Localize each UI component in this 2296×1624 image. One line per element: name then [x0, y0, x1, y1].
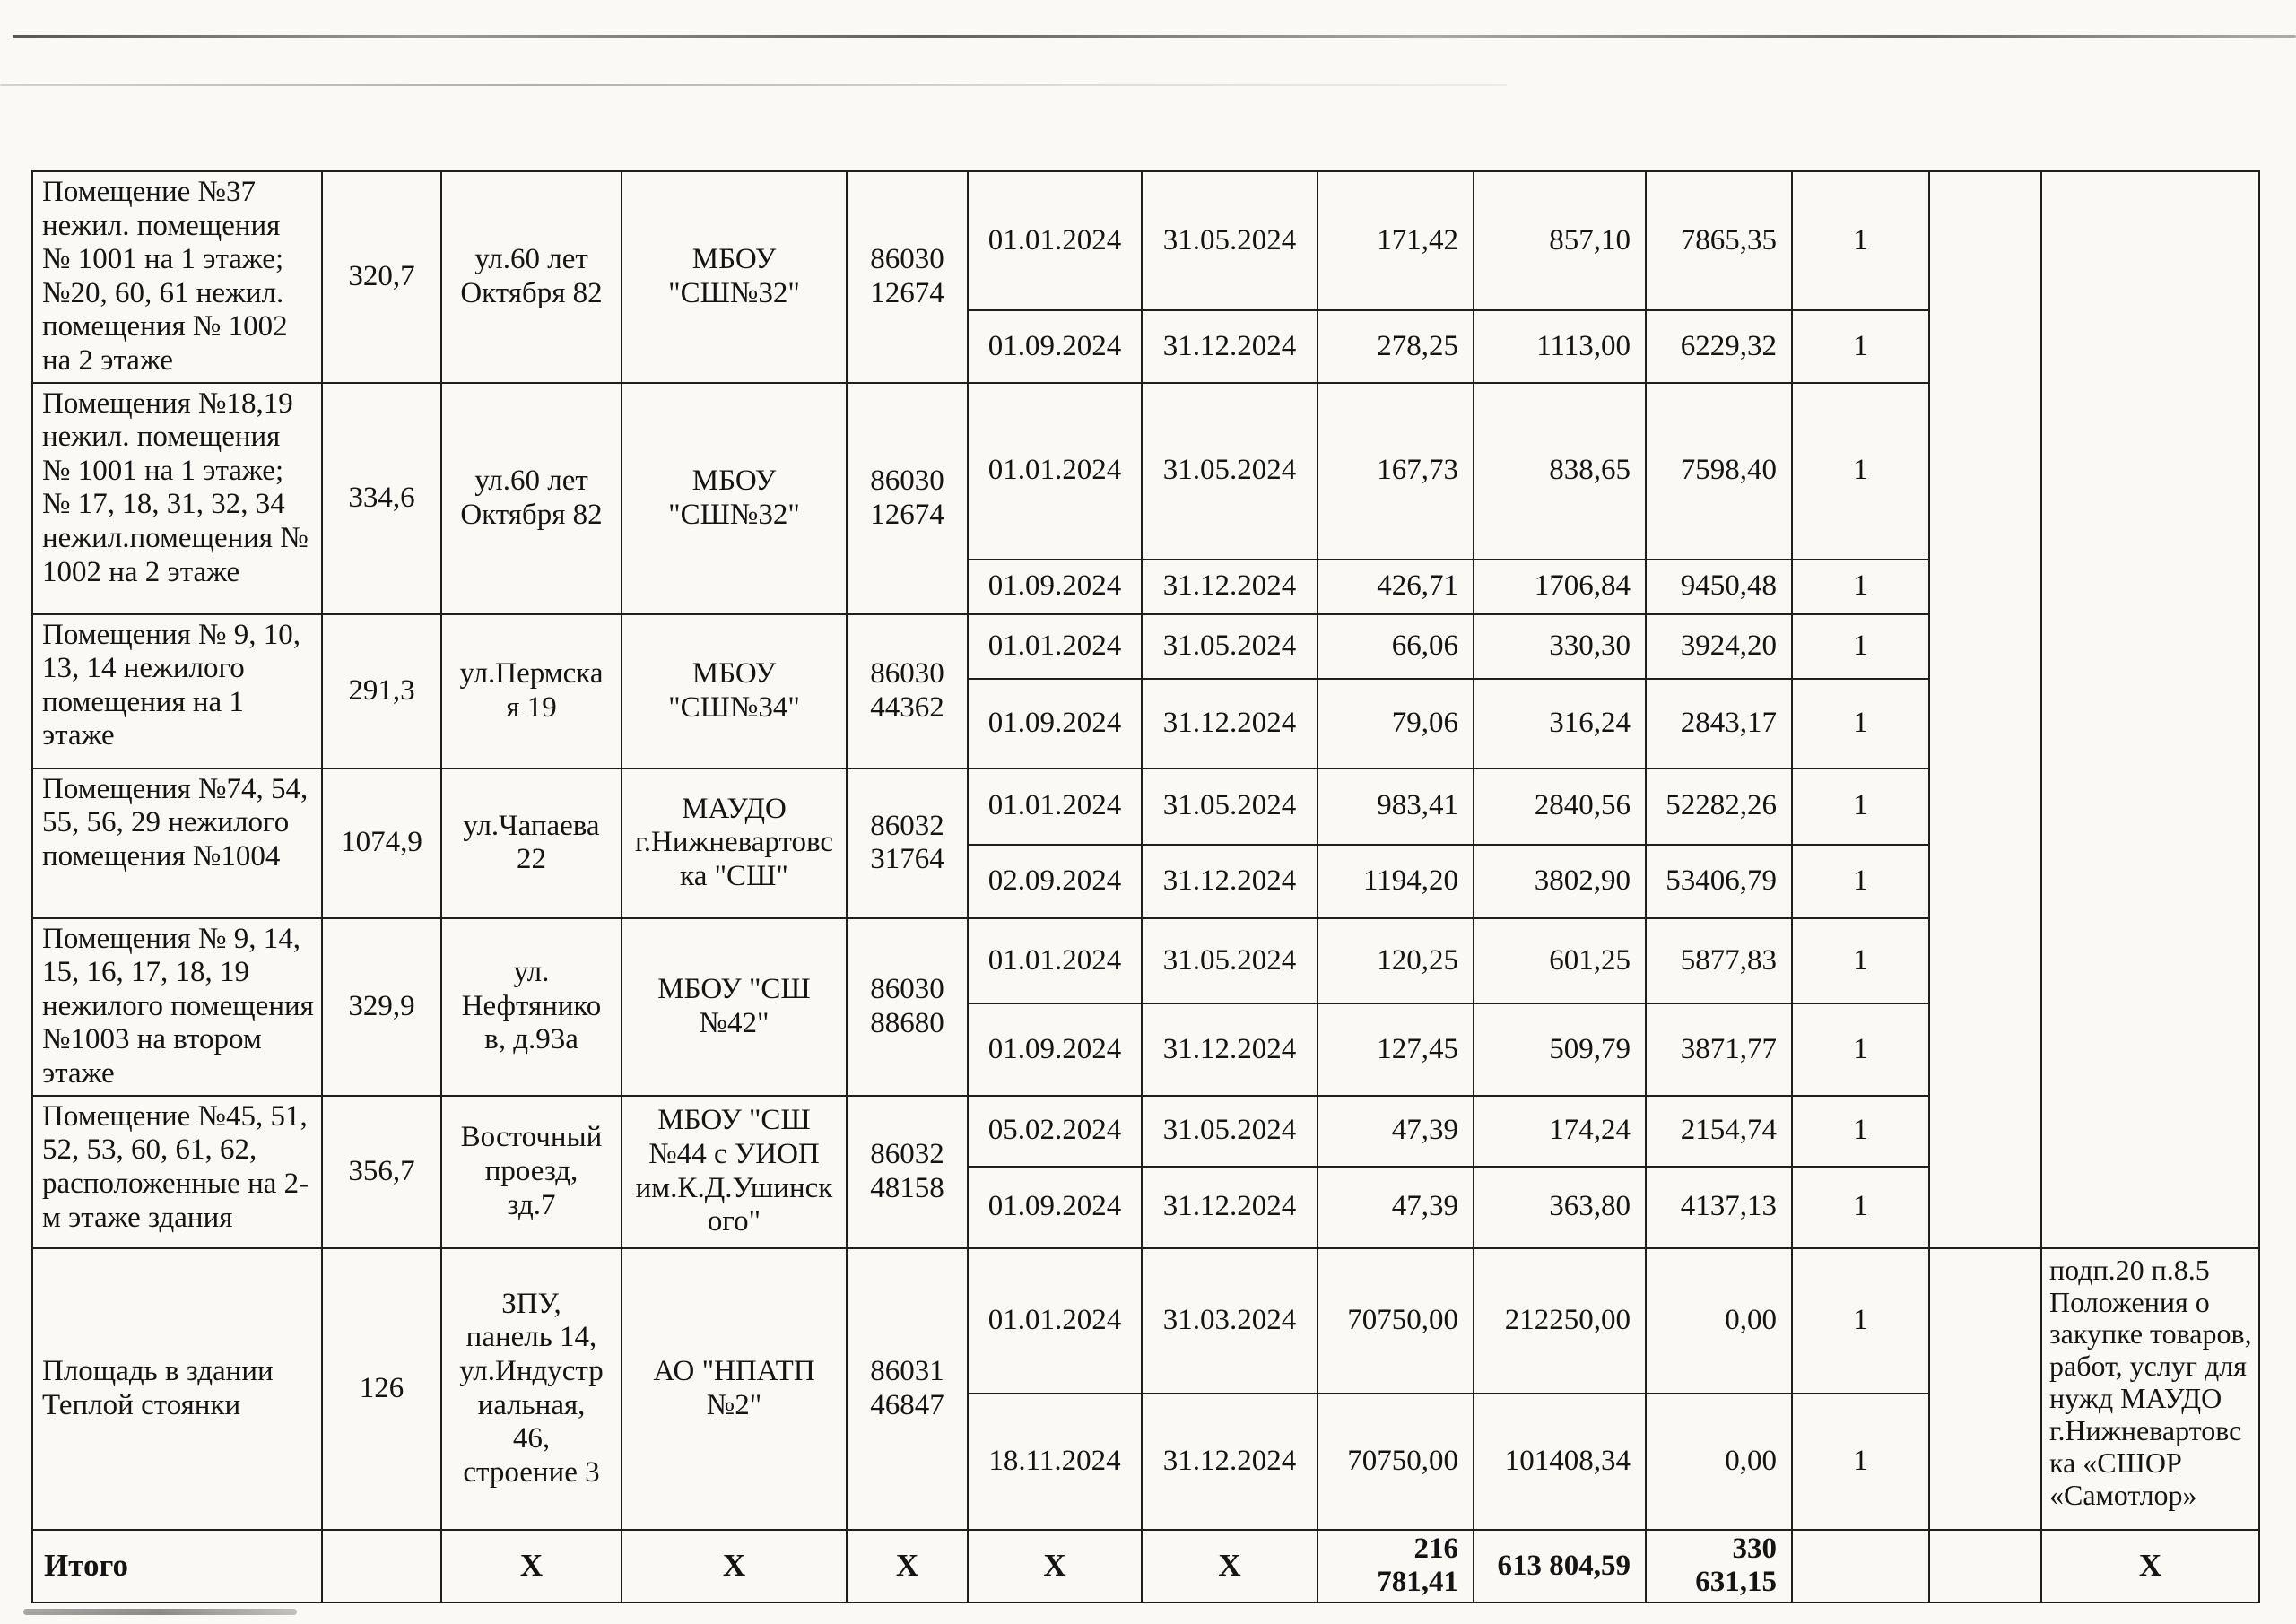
amount-2-cell: 857,10: [1474, 171, 1646, 310]
address-cell: ул.60 лет Октября 82: [441, 383, 622, 614]
totals-row: [32, 1530, 2259, 1602]
count-cell: 1: [1792, 560, 1929, 614]
amount-1-cell: 983,41: [1318, 769, 1474, 845]
note-cell: подп.20 п.8.5 Положения о закупке товаров, работ, услуг для нужд МАУДО г.Нижневартовска «СШОР «Самотлор»: [2041, 1248, 2259, 1530]
count-cell: 1: [1792, 383, 1929, 560]
period-start-cell: 01.09.2024: [968, 679, 1142, 769]
table-row: [32, 1248, 2259, 1394]
amount-2-cell: 838,65: [1474, 383, 1646, 560]
lease-table: [31, 170, 2260, 1603]
count-cell: 1: [1792, 845, 1929, 918]
totals-note-mark-cell: X: [2041, 1530, 2259, 1602]
amount-1-cell: 167,73: [1318, 383, 1474, 560]
table-row: [32, 614, 2259, 679]
table-row: [32, 1096, 2259, 1167]
amount-2-cell: 316,24: [1474, 679, 1646, 769]
area-cell: 320,7: [322, 171, 441, 383]
count-cell: 1: [1792, 769, 1929, 845]
period-end-cell: 31.05.2024: [1142, 769, 1318, 845]
count-cell: 1: [1792, 679, 1929, 769]
area-cell: 126: [322, 1248, 441, 1530]
period-start-cell: 01.09.2024: [968, 310, 1142, 382]
amount-3-cell: 7598,40: [1646, 383, 1792, 560]
premises-description-cell: Помещения №18,19 нежил. помещения № 1001 на 1 этаже; № 17, 18, 31, 32, 34 нежил.помещения № 1002 на 2 этаже: [32, 383, 322, 614]
organization-cell: МАУДО г.Нижневартовска "СШ": [622, 769, 847, 918]
area-cell: 329,9: [322, 918, 441, 1096]
period-start-cell: 02.09.2024: [968, 845, 1142, 918]
period-start-cell: 01.01.2024: [968, 614, 1142, 679]
address-cell: ул.60 лет Октября 82: [441, 171, 622, 383]
amount-2-cell: 3802,90: [1474, 845, 1646, 918]
amount-3-cell: 6229,32: [1646, 310, 1792, 382]
amount-2-cell: 509,79: [1474, 1003, 1646, 1095]
period-end-cell: 31.12.2024: [1142, 560, 1318, 614]
account-code-cell: 86030 44362: [847, 614, 968, 769]
account-code-cell: 86030 12674: [847, 171, 968, 383]
area-cell: 356,7: [322, 1096, 441, 1248]
totals-count-cell: [1792, 1530, 1929, 1602]
totals-amount-2-cell: 613 804,59: [1474, 1530, 1646, 1602]
amount-1-cell: 278,25: [1318, 310, 1474, 382]
period-start-cell: 01.01.2024: [968, 1248, 1142, 1394]
amount-1-cell: 47,39: [1318, 1167, 1474, 1248]
period-start-cell: 01.09.2024: [968, 1003, 1142, 1095]
period-end-cell: 31.05.2024: [1142, 614, 1318, 679]
count-cell: 1: [1792, 1003, 1929, 1095]
period-start-cell: 01.09.2024: [968, 1167, 1142, 1248]
amount-1-cell: 70750,00: [1318, 1394, 1474, 1530]
lease-table-body: [32, 171, 2259, 1602]
totals-area-cell: [322, 1530, 441, 1602]
period-start-cell: 01.01.2024: [968, 171, 1142, 310]
amount-1-cell: 66,06: [1318, 614, 1474, 679]
count-cell: 1: [1792, 614, 1929, 679]
amount-2-cell: 1113,00: [1474, 310, 1646, 382]
totals-label-cell: Итого: [32, 1530, 322, 1602]
period-end-cell: 31.05.2024: [1142, 383, 1318, 560]
period-end-cell: 31.12.2024: [1142, 845, 1318, 918]
premises-description-cell: Помещения № 9, 10, 13, 14 нежилого помещения на 1 этаже: [32, 614, 322, 769]
totals-end-mark-cell: X: [1142, 1530, 1318, 1602]
scan-artifact-top-line: [13, 35, 2296, 38]
period-end-cell: 31.12.2024: [1142, 679, 1318, 769]
premises-description-cell: Помещения №74, 54, 55, 56, 29 нежилого помещения №1004: [32, 769, 322, 918]
period-end-cell: 31.12.2024: [1142, 1394, 1318, 1530]
account-code-cell: 86032 48158: [847, 1096, 968, 1248]
amount-3-cell: 4137,13: [1646, 1167, 1792, 1248]
table-row: [32, 769, 2259, 845]
address-cell: ЗПУ, панель 14, ул.Индустриальная, 46, строение 3: [441, 1248, 622, 1530]
table-row: [32, 918, 2259, 1004]
amount-2-cell: 601,25: [1474, 918, 1646, 1004]
organization-cell: МБОУ "СШ№32": [622, 171, 847, 383]
organization-cell: МБОУ "СШ №42": [622, 918, 847, 1096]
period-end-cell: 31.12.2024: [1142, 1167, 1318, 1248]
amount-3-cell: 2843,17: [1646, 679, 1792, 769]
area-cell: 334,6: [322, 383, 441, 614]
premises-description-cell: Помещения № 9, 14, 15, 16, 17, 18, 19 нежилого помещения №1003 на втором этаже: [32, 918, 322, 1096]
totals-start-mark-cell: X: [968, 1530, 1142, 1602]
address-cell: ул.Пермская 19: [441, 614, 622, 769]
account-code-cell: 86030 88680: [847, 918, 968, 1096]
area-cell: 291,3: [322, 614, 441, 769]
premises-description-cell: Площадь в здании Теплой стоянки: [32, 1248, 322, 1530]
totals-amount-1-cell: 216 781,41: [1318, 1530, 1474, 1602]
amount-1-cell: 171,42: [1318, 171, 1474, 310]
totals-amount-3-cell: 330 631,15: [1646, 1530, 1792, 1602]
account-code-cell: 86032 31764: [847, 769, 968, 918]
scan-artifact-bottom-line: [23, 1609, 297, 1615]
totals-address-mark-cell: X: [441, 1530, 622, 1602]
totals-org-mark-cell: X: [622, 1530, 847, 1602]
amount-1-cell: 426,71: [1318, 560, 1474, 614]
amount-3-cell: 53406,79: [1646, 845, 1792, 918]
period-start-cell: 01.01.2024: [968, 383, 1142, 560]
amount-3-cell: 3924,20: [1646, 614, 1792, 679]
amount-1-cell: 120,25: [1318, 918, 1474, 1004]
account-code-cell: 86030 12674: [847, 383, 968, 614]
period-start-cell: 01.01.2024: [968, 769, 1142, 845]
amount-1-cell: 79,06: [1318, 679, 1474, 769]
period-start-cell: 01.09.2024: [968, 560, 1142, 614]
amount-2-cell: 101408,34: [1474, 1394, 1646, 1530]
period-end-cell: 31.03.2024: [1142, 1248, 1318, 1394]
amount-3-cell: 5877,83: [1646, 918, 1792, 1004]
count-cell: 1: [1792, 310, 1929, 382]
count-cell: 1: [1792, 1096, 1929, 1167]
amount-1-cell: 47,39: [1318, 1096, 1474, 1167]
period-start-cell: 05.02.2024: [968, 1096, 1142, 1167]
period-end-cell: 31.05.2024: [1142, 171, 1318, 310]
amount-2-cell: 212250,00: [1474, 1248, 1646, 1394]
amount-1-cell: 1194,20: [1318, 845, 1474, 918]
amount-3-cell: 9450,48: [1646, 560, 1792, 614]
organization-cell: МБОУ "СШ №44 с УИОП им.К.Д.Ушинского": [622, 1096, 847, 1248]
account-code-cell: 86031 46847: [847, 1248, 968, 1530]
address-cell: ул.Чапаева 22: [441, 769, 622, 918]
count-cell: 1: [1792, 171, 1929, 310]
amount-1-cell: 70750,00: [1318, 1248, 1474, 1394]
address-cell: Восточный проезд, зд.7: [441, 1096, 622, 1248]
organization-cell: МБОУ "СШ№34": [622, 614, 847, 769]
spacer-cell: [1929, 1248, 2041, 1530]
organization-cell: МБОУ "СШ№32": [622, 383, 847, 614]
period-start-cell: 18.11.2024: [968, 1394, 1142, 1530]
amount-2-cell: 174,24: [1474, 1096, 1646, 1167]
organization-cell: АО "НПАТП №2": [622, 1248, 847, 1530]
amount-2-cell: 330,30: [1474, 614, 1646, 679]
period-end-cell: 31.05.2024: [1142, 1096, 1318, 1167]
period-end-cell: 31.12.2024: [1142, 1003, 1318, 1095]
amount-3-cell: 52282,26: [1646, 769, 1792, 845]
count-cell: 1: [1792, 1248, 1929, 1394]
amount-2-cell: 2840,56: [1474, 769, 1646, 845]
amount-3-cell: 2154,74: [1646, 1096, 1792, 1167]
amount-1-cell: 127,45: [1318, 1003, 1474, 1095]
premises-description-cell: Помещение №45, 51, 52, 53, 60, 61, 62, расположенные на 2-м этаже здания: [32, 1096, 322, 1248]
spacer-cell: [1929, 171, 2041, 1248]
amount-3-cell: 3871,77: [1646, 1003, 1792, 1095]
period-start-cell: 01.01.2024: [968, 918, 1142, 1004]
area-cell: 1074,9: [322, 769, 441, 918]
period-end-cell: 31.05.2024: [1142, 918, 1318, 1004]
amount-3-cell: 0,00: [1646, 1248, 1792, 1394]
note-cell: [2041, 171, 2259, 1248]
totals-code-mark-cell: X: [847, 1530, 968, 1602]
amount-3-cell: 0,00: [1646, 1394, 1792, 1530]
count-cell: 1: [1792, 918, 1929, 1004]
amount-2-cell: 363,80: [1474, 1167, 1646, 1248]
amount-2-cell: 1706,84: [1474, 560, 1646, 614]
scan-artifact-second-line: [0, 84, 1507, 86]
totals-spacer-cell: [1929, 1530, 2041, 1602]
count-cell: 1: [1792, 1167, 1929, 1248]
amount-3-cell: 7865,35: [1646, 171, 1792, 310]
period-end-cell: 31.12.2024: [1142, 310, 1318, 382]
count-cell: 1: [1792, 1394, 1929, 1530]
table-row: [32, 171, 2259, 310]
address-cell: ул. Нефтяников, д.93а: [441, 918, 622, 1096]
table-row: [32, 383, 2259, 560]
premises-description-cell: Помещение №37 нежил. помещения № 1001 на 1 этаже; №20, 60, 61 нежил. помещения № 1002 на 2 этаже: [32, 171, 322, 383]
